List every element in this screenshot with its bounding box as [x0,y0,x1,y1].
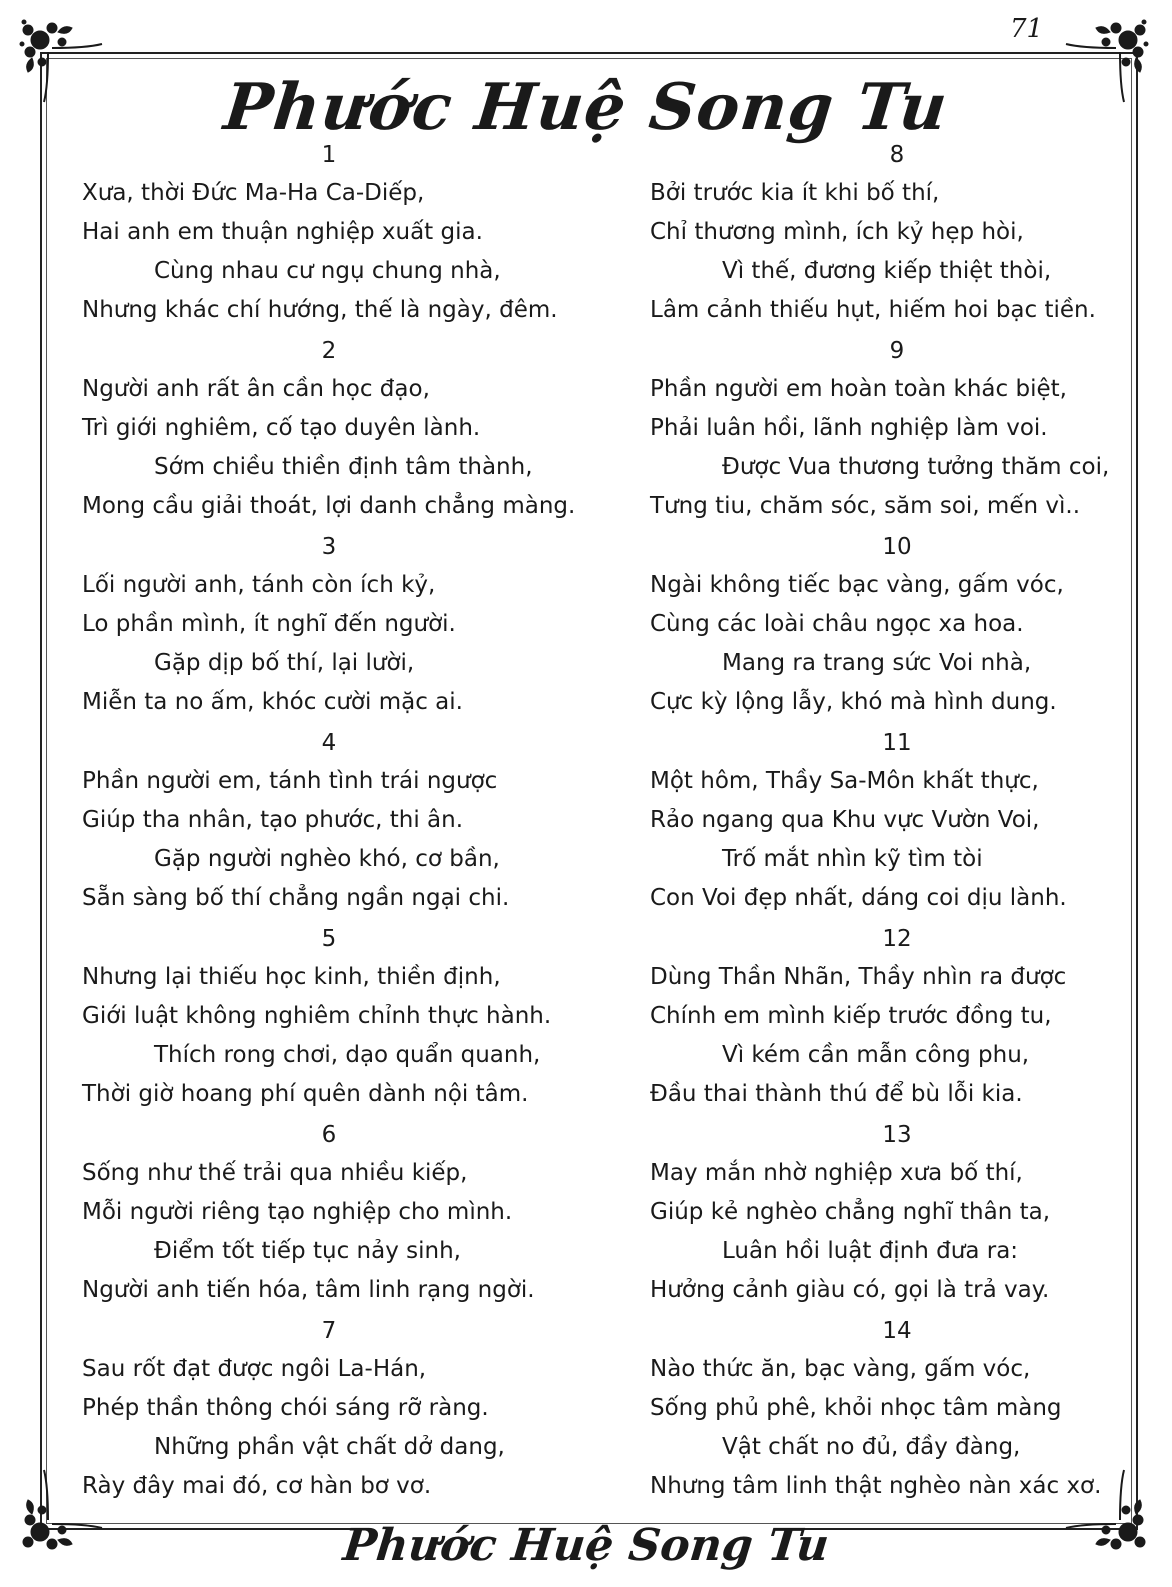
verse-line: Thích rong chơi, dạo quẩn quanh, [154,1042,541,1068]
verse-line: Gặp người nghèo khó, cơ bần, [154,846,500,872]
stanza-number: 13 [882,1122,912,1148]
verse-line: Lâm cảnh thiếu hụt, hiếm hoi bạc tiền. [650,297,1096,323]
verse-line: Rày đây mai đó, cơ hàn bơ vơ. [82,1473,432,1499]
verse-line: Chính em mình kiếp trước đồng tu, [650,1003,1052,1029]
verse-line: Đầu thai thành thú để bù lỗi kia. [650,1081,1023,1107]
stanza-number: 2 [321,338,337,364]
verse-line: Vật chất no đủ, đầy đàng, [722,1434,1021,1460]
verse-line: Nhưng lại thiếu học kinh, thiền định, [82,964,501,990]
verse-line: Cùng các loài châu ngọc xa hoa. [650,611,1024,637]
stanza [82,920,582,1116]
stanza [82,1116,582,1312]
stanza-number: 11 [882,730,912,756]
verse-line: Nào thức ăn, bạc vàng, gấm vóc, [650,1356,1031,1382]
stanza-number: 9 [889,338,905,364]
verse-line: Một hôm, Thầy Sa-Môn khất thực, [650,768,1039,794]
footer-title: Phước Huệ Song Tu [340,1520,832,1571]
verse-line: Trố mắt nhìn kỹ tìm tòi [722,846,983,872]
verse-line: Mong cầu giải thoát, lợi danh chẳng màng. [82,493,576,519]
verse-line: Tưng tiu, chăm sóc, săm soi, mến vì.. [650,493,1081,519]
stanza-number: 7 [321,1318,337,1344]
stanza-number: 4 [321,730,337,756]
verse-line: Phải luân hồi, lãnh nghiệp làm voi. [650,415,1048,441]
verse-line: Hưởng cảnh giàu có, gọi là trả vay. [650,1277,1050,1303]
verse-line: Bởi trước kia ít khi bố thí, [650,180,940,206]
verse-line: Sống phủ phê, khỏi nhọc tâm màng [650,1395,1062,1421]
verse-line: Trì giới nghiêm, cố tạo duyên lành. [82,415,481,441]
stanza [650,136,1150,332]
stanza-number: 14 [882,1318,912,1344]
stanza-number: 12 [882,926,912,952]
stanza-number: 10 [882,534,912,560]
stanza-number: 8 [889,142,905,168]
verse-line: Miễn ta no ấm, khóc cười mặc ai. [82,689,463,715]
verse-line: Giúp kẻ nghèo chẳng nghĩ thân ta, [650,1199,1051,1225]
poem-column-left [82,136,582,1508]
stanza [650,1312,1150,1508]
verse-line: Người anh rất ân cần học đạo, [82,376,430,402]
verse-line: Mỗi người riêng tạo nghiệp cho mình. [82,1199,513,1225]
verse-line: Mang ra trang sức Voi nhà, [722,650,1032,676]
verse-line: Sớm chiều thiền định tâm thành, [154,454,533,480]
verse-line: Sẵn sàng bố thí chẳng ngần ngại chi. [82,885,510,911]
page-number: 71 [1010,14,1044,44]
stanza-number: 1 [321,142,337,168]
verse-line: Phép thần thông chói sáng rỡ ràng. [82,1395,489,1421]
page-title: Phước Huệ Song Tu [220,70,952,145]
verse-line: Luân hồi luật định đưa ra: [722,1238,1019,1264]
verse-line: Nhưng tâm linh thật nghèo nàn xác xơ. [650,1473,1102,1499]
poem-column-right [650,136,1150,1508]
verse-line: Sống như thế trải qua nhiều kiếp, [82,1160,468,1186]
stanza [650,528,1150,724]
verse-line: Gặp dịp bố thí, lại lười, [154,650,415,676]
verse-line: Vì kém cần mẫn công phu, [722,1042,1030,1068]
stanza [82,1312,582,1508]
stanza [82,528,582,724]
stanza [82,136,582,332]
verse-line: May mắn nhờ nghiệp xưa bố thí, [650,1160,1023,1186]
verse-line: Người anh tiến hóa, tâm linh rạng ngời. [82,1277,535,1303]
verse-line: Hai anh em thuận nghiệp xuất gia. [82,219,483,245]
stanza-number: 6 [321,1122,337,1148]
verse-line: Dùng Thần Nhãn, Thầy nhìn ra được [650,964,1067,990]
verse-line: Con Voi đẹp nhất, dáng coi dịu lành. [650,885,1067,911]
verse-line: Điểm tốt tiếp tục nảy sinh, [154,1238,461,1264]
verse-line: Giới luật không nghiêm chỉnh thực hành. [82,1003,552,1029]
stanza [650,1116,1150,1312]
stanza-number: 3 [321,534,337,560]
verse-line: Cực kỳ lộng lẫy, khó mà hình dung. [650,689,1057,715]
stanza [650,920,1150,1116]
verse-line: Vì thế, đương kiếp thiệt thòi, [722,258,1052,284]
verse-line: Phần người em, tánh tình trái ngược [82,768,498,794]
verse-line: Rảo ngang qua Khu vực Vườn Voi, [650,807,1040,833]
stanza [650,724,1150,920]
verse-line: Những phần vật chất dở dang, [154,1434,505,1460]
verse-line: Sau rốt đạt được ngôi La-Hán, [82,1356,427,1382]
verse-line: Chỉ thương mình, ích kỷ hẹp hòi, [650,219,1024,245]
verse-line: Ngài không tiếc bạc vàng, gấm vóc, [650,572,1064,598]
stanza-number: 5 [321,926,337,952]
verse-line: Xưa, thời Đức Ma-Ha Ca-Diếp, [82,180,425,206]
verse-line: Được Vua thương tưởng thăm coi, [722,454,1110,480]
verse-line: Lo phần mình, ít nghĩ đến người. [82,611,456,637]
verse-line: Thời giờ hoang phí quên dành nội tâm. [82,1081,529,1107]
verse-line: Lối người anh, tánh còn ích kỷ, [82,572,436,598]
verse-line: Cùng nhau cư ngụ chung nhà, [154,258,501,284]
stanza [82,724,582,920]
stanza [82,332,582,528]
stanza [650,332,1150,528]
verse-line: Phần người em hoàn toàn khác biệt, [650,376,1067,402]
verse-line: Giúp tha nhân, tạo phước, thi ân. [82,807,464,833]
verse-line: Nhưng khác chí hướng, thế là ngày, đêm. [82,297,558,323]
